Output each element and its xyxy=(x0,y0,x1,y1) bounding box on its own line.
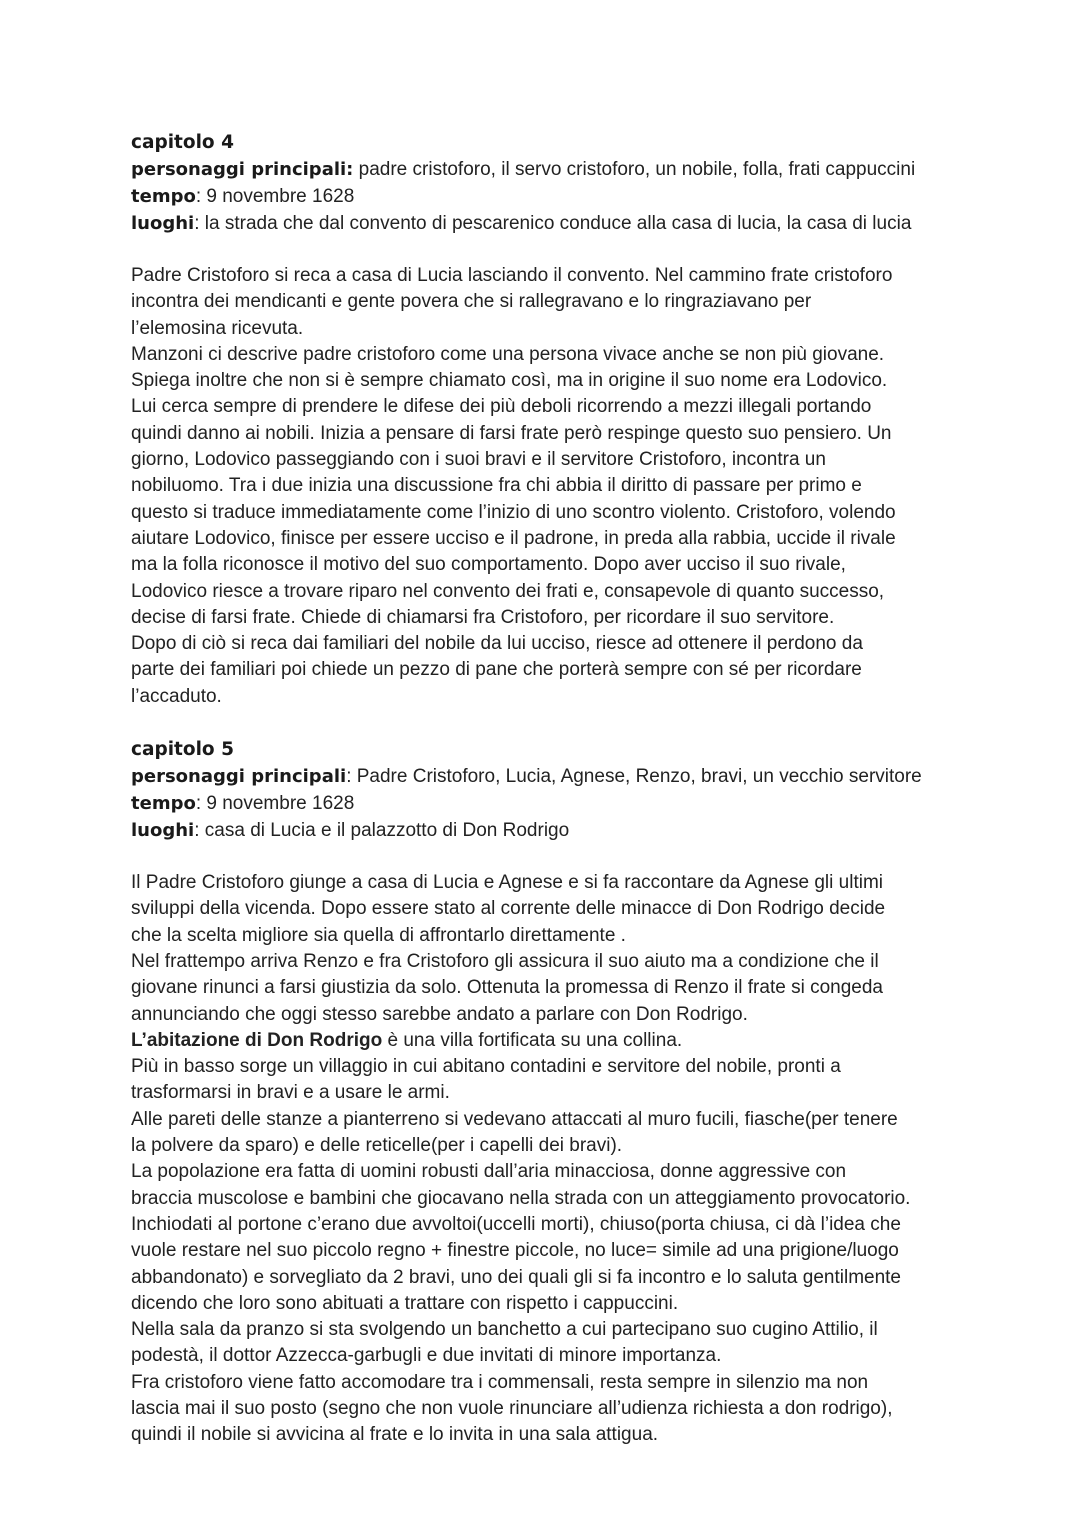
chapter-4-places xyxy=(131,210,971,237)
places-value: : casa di Lucia e il palazzotto di Don Rodrigo xyxy=(194,820,570,842)
body-line: Nella sala da pranzo si sta svolgendo un banchetto a cui partecipano suo cugino Attilio, il xyxy=(131,1319,878,1341)
spacer xyxy=(131,844,971,870)
chapter-5-time xyxy=(131,790,971,817)
abode-heading: L’abitazione di Don Rodrigo xyxy=(131,1029,383,1051)
chapter-5-places xyxy=(131,817,971,844)
spacer xyxy=(131,237,971,263)
body-line: sviluppi della vicenda. Dopo essere stato al corrente delle minacce di Don Rodrigo decide xyxy=(131,898,886,920)
body-line: Inchiodati al portone c’erano due avvoltoi(uccelli morti), chiuso(porta chiusa, ci dà l’idea che xyxy=(131,1213,901,1235)
body-line: lascia mai il suo posto (segno che non vuole rinunciare all’udienza richiesta a don rodrigo), xyxy=(131,1397,893,1419)
body-line: Spiega inoltre che non si è sempre chiamato così, ma in origine il suo nome era Lodovico. xyxy=(131,370,888,392)
chapter-5-title: capitolo 5 xyxy=(131,739,234,761)
abode-text: è una villa fortificata su una collina. xyxy=(382,1029,683,1051)
chapter-5-characters xyxy=(131,763,971,790)
body-line: Alle pareti delle stanze a pianterreno si vedevano attaccati al muro fucili, fiasche(per tenere xyxy=(131,1108,898,1130)
body-line: Nel frattempo arriva Renzo e fra Cristoforo gli assicura il suo aiuto ma a condizione che il xyxy=(131,950,879,972)
body-line: annunciando che oggi stesso sarebbe andato a parlare con Don Rodrigo. xyxy=(131,1003,748,1025)
body-line: nobiluomo. Tra i due inizia una discussione fra chi abbia il diritto di passare per primo e xyxy=(131,475,862,497)
body-line: trasformarsi in bravi e a usare le armi. xyxy=(131,1082,450,1104)
time-label: tempo xyxy=(131,186,196,207)
abode-line xyxy=(131,1028,971,1054)
characters-label: personaggi principali: xyxy=(131,159,354,180)
body-line: Il Padre Cristoforo giunge a casa di Lucia e Agnese e si fa raccontare da Agnese gli ultimi xyxy=(131,872,883,894)
spacer xyxy=(131,710,971,736)
body-line: La popolazione era fatta di uomini robusti dall’aria minacciosa, donne aggressive con xyxy=(131,1161,847,1183)
body-line: questo si traduce immediatamente come l’inizio di uno scontro violento. Cristoforo, volendo xyxy=(131,501,896,523)
body-line: podestà, il dottor Azzecca-garbugli e due invitati di minore importanza. xyxy=(131,1345,722,1367)
chapter-4-time xyxy=(131,183,971,210)
body-line: decise di farsi frate. Chiede di chiamarsi fra Cristoforo, per ricordare il suo servitore. xyxy=(131,606,835,628)
time-value: : 9 novembre 1628 xyxy=(195,793,355,815)
body-line: dicendo che loro sono abituati a trattare con rispetto i cappuccini. xyxy=(131,1292,679,1314)
characters-label: personaggi principali xyxy=(131,766,347,788)
body-line: Manzoni ci descrive padre cristoforo come una persona vivace anche se non più giovane. xyxy=(131,343,885,365)
body-line: Padre Cristoforo si reca a casa di Lucia lasciando il convento. Nel cammino frate cristoforo xyxy=(131,265,893,286)
chapter-5-body xyxy=(131,870,971,1449)
places-label: luoghi xyxy=(131,213,195,234)
body-line: Dopo di ciò si reca dai familiari del nobile da lui ucciso, riesce ad ottenere il perdono da xyxy=(131,633,863,655)
chapter-4-body xyxy=(131,263,971,710)
chapter-4-title: capitolo 4 xyxy=(131,132,234,153)
body-line: quindi il nobile si avvicina al frate e lo invita in una sala attigua. xyxy=(131,1424,659,1446)
places-value: : la strada che dal convento di pescarenico conduce alla casa di lucia, la casa di lucia xyxy=(194,213,912,234)
body-line: l’elemosina ricevuta. xyxy=(131,317,304,339)
body-line: Fra cristoforo viene fatto accomodare tra i commensali, resta sempre in silenzio ma non xyxy=(131,1371,869,1393)
body-line: quindi danno ai nobili. Inizia a pensare di farsi frate però respinge questo suo pensiero. Un xyxy=(131,422,892,444)
body-line: ma la folla riconosce il motivo del suo comportamento. Dopo aver ucciso il suo rivale, xyxy=(131,554,846,576)
body-line: l’accaduto. xyxy=(131,685,222,707)
body-line: giorno, Lodovico passeggiando con i suoi bravi e il servitore Cristoforo, incontra un xyxy=(131,449,826,471)
body-line: che la scelta migliore sia quella di affrontarlo direttamente . xyxy=(131,924,626,946)
body-line: Lodovico riesce a trovare riparo nel convento dei frati e, consapevole di quanto successo, xyxy=(131,580,885,602)
body-line: giovane rinunci a farsi giustizia da solo. Ottenuta la promessa di Renzo il frate si congeda xyxy=(131,977,883,999)
body-line: la polvere da sparo) e delle reticelle(per i capelli dei bravi). xyxy=(131,1135,623,1157)
places-label: luoghi xyxy=(131,820,195,842)
characters-value: : Padre Cristoforo, Lucia, Agnese, Renzo, bravi, un vecchio servitore xyxy=(346,766,922,788)
characters-value: padre cristoforo, il servo cristoforo, un nobile, folla, frati cappuccini xyxy=(353,159,916,180)
time-value: : 9 novembre 1628 xyxy=(195,186,355,207)
body-line: Più in basso sorge un villaggio in cui abitano contadini e servitore del nobile, pronti a xyxy=(131,1056,841,1078)
body-line: abbandonato) e sorvegliato da 2 bravi, uno dei quali gli si fa incontro e lo saluta gentilmente xyxy=(131,1266,902,1288)
body-line: parte dei familiari poi chiede un pezzo di pane che porterà sempre con sé per ricordare xyxy=(131,659,862,681)
chapter-4-characters xyxy=(131,156,971,183)
document-page xyxy=(131,129,971,1449)
body-line: vuole restare nel suo piccolo regno + finestre piccole, no luce= simile ad una prigione/luogo xyxy=(131,1240,899,1262)
body-line: Lui cerca sempre di prendere le difese dei più deboli ricorrendo a mezzi illegali portando xyxy=(131,396,872,418)
body-line: braccia muscolose e bambini che giocavano nella strada con un atteggiamento provocatorio. xyxy=(131,1187,911,1209)
body-line: incontra dei mendicanti e gente povera che si rallegravano e lo ringraziavano per xyxy=(131,291,812,313)
time-label: tempo xyxy=(131,793,196,815)
body-line: aiutare Lodovico, finisce per essere ucciso e il padrone, in preda alla rabbia, uccide il rivale xyxy=(131,527,896,549)
